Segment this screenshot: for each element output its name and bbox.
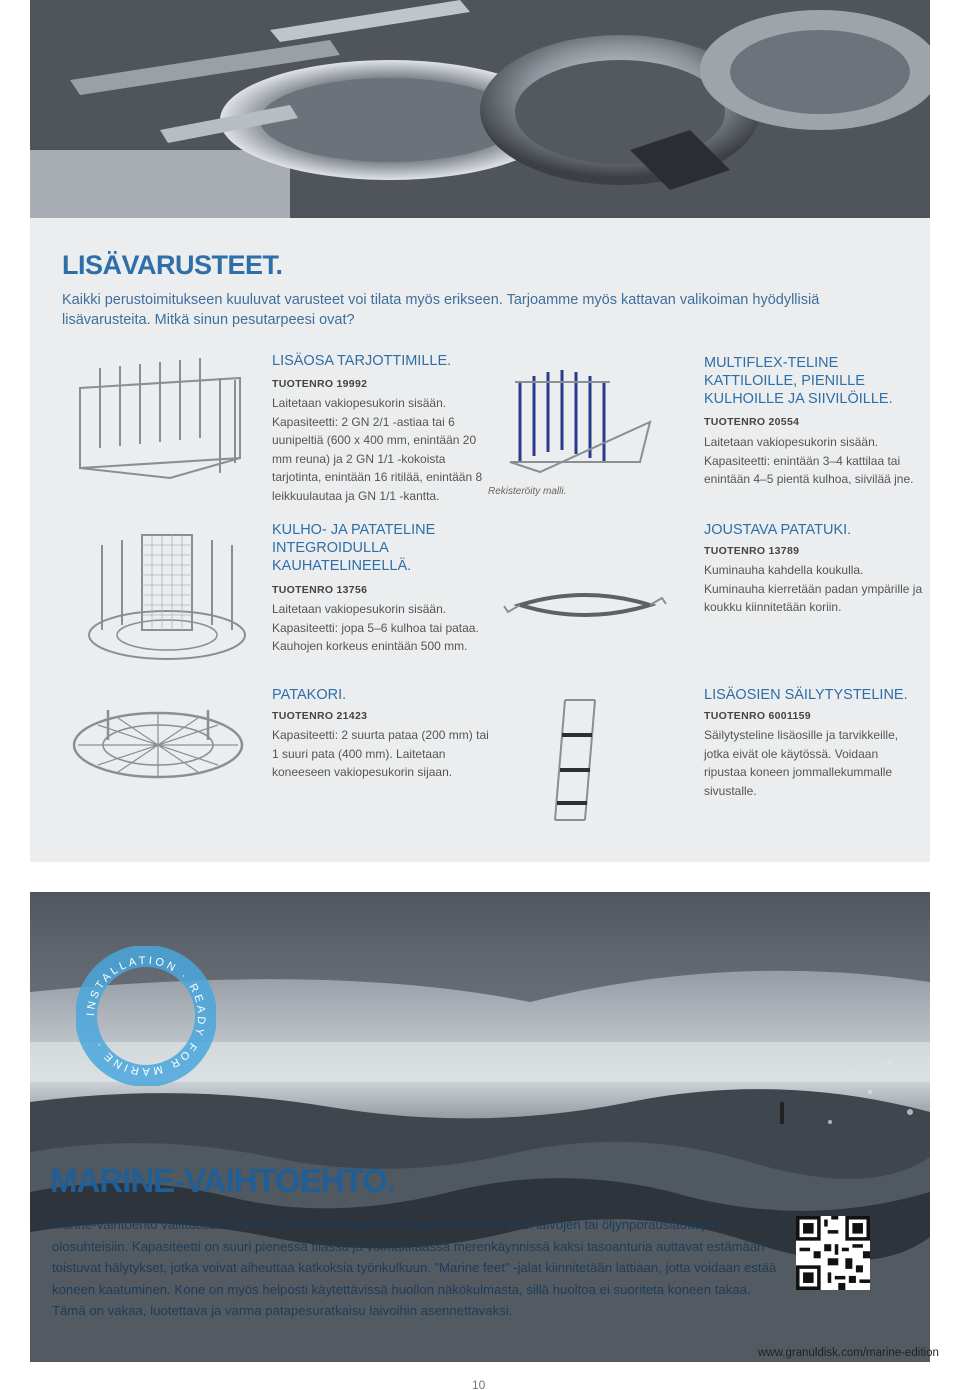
- tray-insert-number: TUOTENRO 19992: [272, 378, 368, 390]
- storage-rack-image: [540, 695, 620, 825]
- page-title: LISÄVARUSTEET.: [62, 250, 283, 280]
- marine-title: MARINE-VAIHTOEHTO.: [50, 1162, 396, 1199]
- flex-support-body: Kuminauha kahdella koukulla. Kuminauha kierretään padan ympärille ja koukku kiinnitetään koriin.: [704, 563, 923, 614]
- flex-support-image: [500, 580, 670, 630]
- storage-rack-body: Säilytysteline lisäosille ja tarvikkeille, jotka eivät ole käytössä. Voidaan ripustaa koneen jommallekummalle sivustalle.: [704, 728, 899, 798]
- marine-badge-icon: [76, 946, 216, 1086]
- tray-insert-image: [70, 348, 250, 488]
- bowl-rack-image: [82, 525, 252, 665]
- marine-badge-text: INSTALLATION · READY FOR MARINE ·: [84, 954, 208, 1078]
- marine-url-link[interactable]: www.granuldisk.com/marine-edition: [758, 1347, 939, 1359]
- page-number: 10: [472, 1378, 486, 1390]
- storage-rack-heading: LISÄOSIEN SÄILYTYSTELINE.: [704, 687, 908, 703]
- marine-paragraph: Marine-vaihtoehto valittaessa Granule Smart® mukautetaan sopimaan esimerkiksi laivojen tai öljynporauslauttojen olosuhteisiin. Kapasiteetti on suuri pienessä tilassa ja voimakkaassa merenkäynnissä kaksi tasoanturia auttavat estämään toistuvat hälytykset, jotka voivat aiheuttaa katkoksia työnkulkuun. ”Marine feet” -jalat kiinnitetään lattiaan, jotta voidaan estää koneen kaatuminen. Kone on myös helposti käytettävissä huollon näkökulmasta, sillä huoltoa ei suoriteta koneen takaa. Tämä on vakaa, luotettava ja varma patapesuratkaisu laivoihin asennettavaksi.: [52, 1217, 777, 1318]
- multiflex-body: Laitetaan vakiopesukorin sisään. Kapasiteetti: enintään 3–4 kattilaa tai enintään 4–5 pientä kulhoa, siivilää jne.: [704, 435, 914, 486]
- pot-basket-body: Kapasiteetti: 2 suurta pataa (200 mm) tai 1 suuri pata (400 mm). Laitetaan koneeseen vakiopesukorin sijaan.: [272, 728, 489, 779]
- svg-text:INSTALLATION · READY FOR MARIN: [85, 955, 207, 1077]
- bowl-rack-heading: KULHO- JA PATATELINE INTEGROIDULLA KAUHATELINEELLÄ.: [272, 522, 436, 574]
- qr-code-icon[interactable]: [796, 1216, 870, 1290]
- flex-support-heading: JOUSTAVA PATATUKI.: [704, 522, 852, 538]
- hero-photo-pans: [30, 0, 930, 218]
- multiflex-heading: MULTIFLEX-TELINE KATTILOILLE, PIENILLE KULHOILLE JA SIIVILÖILLE.: [704, 355, 893, 407]
- pot-basket-heading: PATAKORI.: [272, 687, 347, 703]
- multiflex-image: [500, 362, 670, 492]
- pans-illustration: [30, 0, 930, 218]
- pot-basket-image: [68, 690, 248, 800]
- registered-note: Rekisteröity malli.: [488, 486, 567, 497]
- bowl-rack-body: Laitetaan vakiopesukorin sisään. Kapasiteetti: jopa 5–6 kulhoa tai pataa. Kauhojen korkeus enintään 500 mm.: [272, 602, 479, 653]
- tray-insert-body: Laitetaan vakiopesukorin sisään. Kapasiteetti: 2 GN 2/1 -astiaa tai 6 uunipeltiä (600 x 400 mm, enintään 20 mm reuna) ja 2 GN 1/1 -kokoista tarjotinta, enintään 16 ritilää, enintään 8 leikkuulautaa ja GN 1/1 -kantta.: [272, 396, 483, 503]
- pot-basket-number: TUOTENRO 21423: [272, 710, 368, 722]
- multiflex-number: TUOTENRO 20554: [704, 416, 800, 428]
- flex-support-number: TUOTENRO 13789: [704, 545, 800, 557]
- storage-rack-number: TUOTENRO 6001159: [704, 710, 811, 722]
- bowl-rack-number: TUOTENRO 13756: [272, 584, 368, 596]
- intro-paragraph: Kaikki perustoimitukseen kuuluvat varusteet voi tilata myös erikseen. Tarjoamme myös kattavan valikoiman hyödyllisiä lisävarusteita. Mitkä sinun pesutarpeesi ovat?: [62, 292, 820, 328]
- tray-insert-heading: LISÄOSA TARJOTTIMILLE.: [272, 353, 452, 369]
